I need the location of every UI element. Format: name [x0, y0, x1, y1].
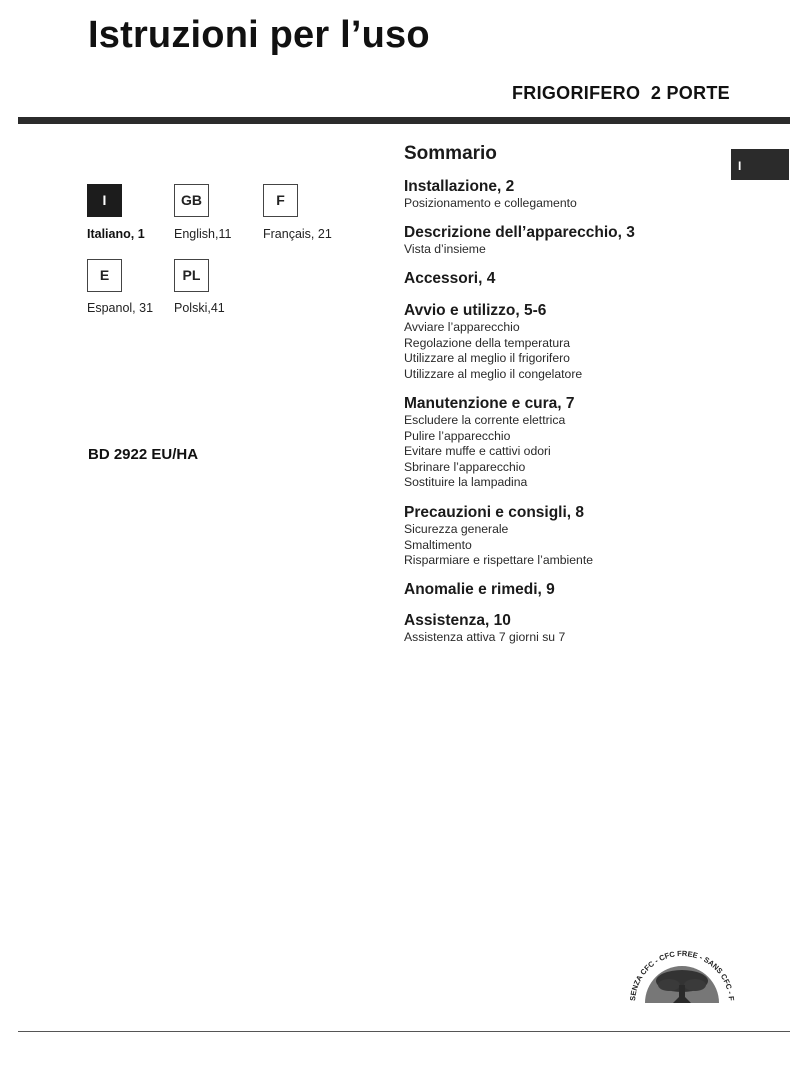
language-box-spanish[interactable]: E — [87, 259, 122, 292]
toc-section-title[interactable]: Anomalie e rimedi, 9 — [404, 581, 555, 598]
toc-section-title[interactable]: Assistenza, 10 — [404, 612, 511, 629]
toc-item: Regolazione della temperatura — [404, 335, 570, 350]
badge-text: SENZA CFC - CFC FREE - SANS CFC - F — [628, 948, 736, 1002]
toc-item: Utilizzare al meglio il frigorifero — [404, 351, 570, 365]
toc-section-accessori — [404, 269, 495, 288]
language-label-italian: Italiano, 1 — [87, 227, 145, 241]
toc-item: Avviare l’apparecchio — [404, 320, 520, 334]
toc-item: Risparmiare e rispettare l’ambiente — [404, 553, 593, 567]
cfc-free-badge — [625, 945, 737, 1011]
toc-heading: Sommario — [404, 143, 497, 164]
header-divider — [18, 117, 790, 124]
document-title: Istruzioni per l’uso — [88, 14, 430, 56]
language-box-english[interactable]: GB — [174, 184, 209, 217]
toc-section-precauzioni — [404, 503, 593, 569]
toc-item: Utilizzare al meglio il congelatore — [404, 366, 583, 381]
language-label-english: English,11 — [174, 227, 232, 241]
toc-section-avvio — [404, 301, 582, 382]
toc-item: Evitare muffe e cattivi odori — [404, 444, 551, 458]
toc-section-anomalie — [404, 580, 555, 599]
toc-item: Sostituire la lampadina — [404, 475, 528, 489]
toc-item: Sicurezza generale — [404, 522, 509, 536]
tree-icon — [625, 945, 737, 1011]
document-subtitle: FRIGORIFERO 2 PORTE — [511, 83, 730, 103]
toc-item: Posizionamento e collegamento — [404, 196, 577, 210]
language-label-spanish: Espanol, 31 — [87, 301, 154, 315]
language-tab-italian: I — [731, 149, 789, 180]
footer-divider — [18, 1031, 790, 1032]
toc-section-manutenzione — [404, 394, 575, 491]
language-box-italian[interactable]: I — [87, 184, 122, 217]
toc-item: Vista d’insieme — [404, 242, 486, 256]
model-number: BD 2922 EU/HA — [88, 446, 199, 463]
toc-item: Assistenza attiva 7 giorni su 7 — [404, 630, 566, 644]
toc-section-title[interactable]: Accessori, 4 — [404, 270, 496, 287]
toc-section-title[interactable]: Avvio e utilizzo, 5-6 — [404, 302, 547, 319]
toc-item: Pulire l’apparecchio — [404, 428, 511, 443]
language-label-polish: Polski,41 — [174, 301, 225, 315]
toc-section-title[interactable]: Manutenzione e cura, 7 — [404, 395, 575, 412]
toc-section-title[interactable]: Descrizione dell’apparecchio, 3 — [404, 224, 635, 241]
toc-item: Escludere la corrente elettrica — [404, 413, 566, 427]
language-label-french: Français, 21 — [263, 227, 332, 241]
toc-section-title[interactable]: Precauzioni e consigli, 8 — [404, 504, 585, 521]
toc-section-descrizione — [404, 223, 635, 258]
toc-section-installazione — [404, 177, 577, 212]
toc-item: Smaltimento — [404, 537, 472, 552]
toc-item: Sbrinare l’apparecchio — [404, 459, 526, 474]
language-box-polish[interactable]: PL — [174, 259, 209, 292]
toc-section-assistenza — [404, 611, 565, 646]
language-box-french[interactable]: F — [263, 184, 298, 217]
toc-section-title[interactable]: Installazione, 2 — [404, 178, 515, 195]
